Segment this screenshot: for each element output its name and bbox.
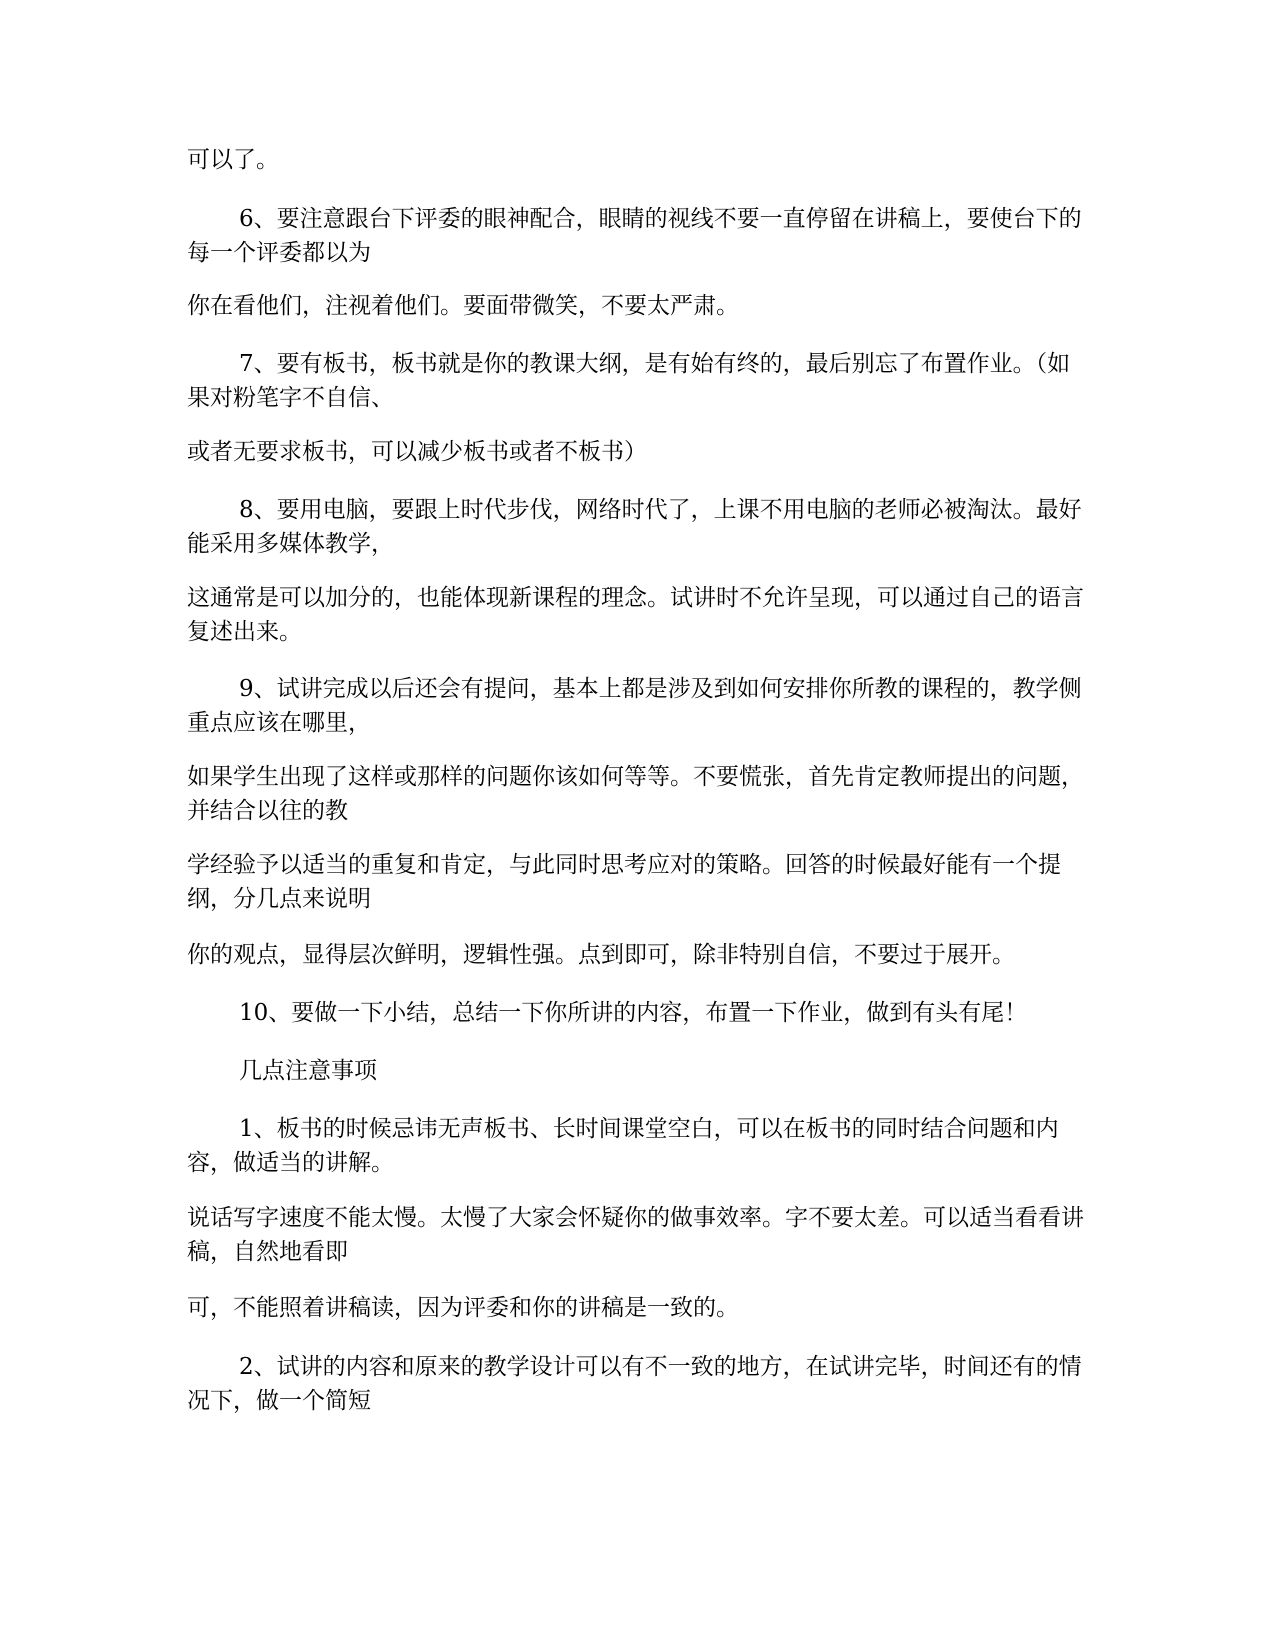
paragraph-continuation: 可以了。 [187,147,279,173]
note-item-1-continued-2: 可，不能照着讲稿读，因为评委和你的讲稿是一致的。 [187,1295,739,1321]
note-item-1-continued-1: 说话写字速度不能太慢。太慢了大家会怀疑你的做事效率。字不要太差。可以适当看看讲稿，自然地看即 [187,1205,1084,1265]
note-item-1: 1、板书的时候忌讳无声板书、长时间课堂空白，可以在板书的同时结合问题和内容，做适当的讲解。 [187,1116,1059,1176]
paragraph-item-9-continued-2: 学经验予以适当的重复和肯定，与此同时思考应对的策略。回答的时候最好能有一个提纲，分几点来说明 [187,852,1061,912]
paragraph-item-9-continued-1: 如果学生出现了这样或那样的问题你该如何等等。不要慌张，首先肯定教师提出的问题，并结合以往的教 [187,764,1084,824]
paragraph-item-8: 8、要用电脑，要跟上时代步伐，网络时代了，上课不用电脑的老师必被淘汰。最好能采用多媒体教学， [187,497,1082,557]
section-heading: 几点注意事项 [239,1058,377,1084]
paragraph-item-6-continued: 你在看他们，注视着他们。要面带微笑，不要太严肃。 [187,293,739,319]
paragraph-item-9-continued-3: 你的观点，显得层次鲜明，逻辑性强。点到即可，除非特别自信，不要过于展开。 [187,942,1015,968]
paragraph-item-10: 10、要做一下小结，总结一下你所讲的内容，布置一下作业，做到有头有尾！ [239,1000,1028,1026]
paragraph-item-6: 6、要注意跟台下评委的眼神配合，眼睛的视线不要一直停留在讲稿上，要使台下的每一个评委都以为 [187,206,1082,266]
paragraph-item-9: 9、试讲完成以后还会有提问，基本上都是涉及到如何安排你所教的课程的，教学侧重点应该在哪里， [187,676,1082,736]
note-item-2: 2、试讲的内容和原来的教学设计可以有不一致的地方，在试讲完毕，时间还有的情况下，做一个简短 [187,1354,1082,1414]
paragraph-item-8-continued: 这通常是可以加分的，也能体现新课程的理念。试讲时不允许呈现，可以通过自己的语言复述出来。 [187,585,1084,645]
paragraph-item-7: 7、要有板书，板书就是你的教课大纲，是有始有终的，最后别忘了布置作业。（如果对粉笔字不自信、 [187,351,1071,411]
paragraph-item-7-continued: 或者无要求板书，可以减少板书或者不板书） [187,439,647,465]
